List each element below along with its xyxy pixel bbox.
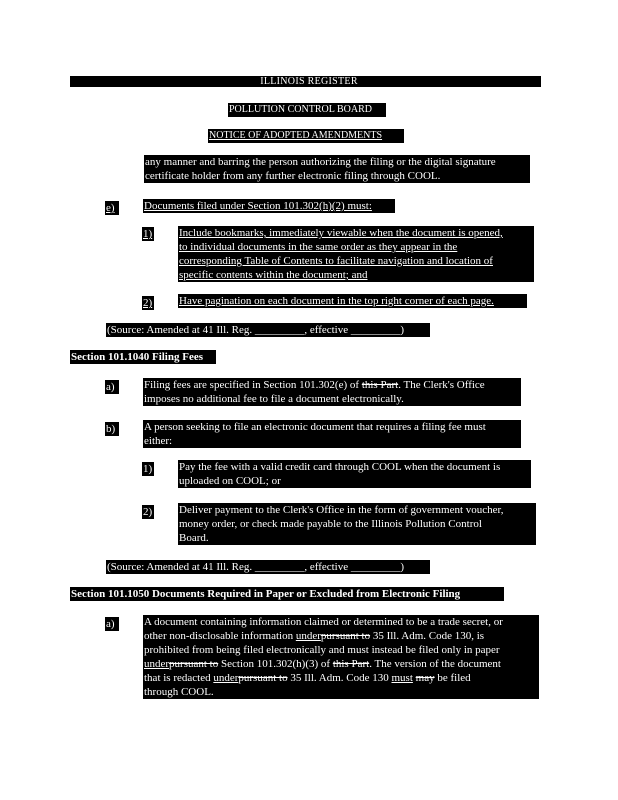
sec1040-b2-label: 2) [143,506,153,518]
sec1050-a-line-1: A document containing information claimed or determined to be a trade secret, or [144,616,503,628]
item-e2-label: 2) [143,297,153,309]
sec1040-b1-text [178,460,531,488]
notice-title: NOTICE OF ADOPTED AMENDMENTS [208,129,404,143]
sec1040-b2-line-1: Deliver payment to the Clerk's Office in the form of government voucher, [179,504,504,516]
sec1040-a-line-1: Filing fees are specified in Section 101.302(e) of this Part. The Clerk's Office [144,379,485,391]
sec1040-b1-line-1: Pay the fee with a valid credit card through COOL when the document is [179,461,501,473]
sec1050-a-line-6: through COOL. [144,686,214,698]
sec1040-a-line-2: imposes no additional fee to file a document electronically. [144,393,404,405]
item-e1-line-3: corresponding Table of Contents to facilitate navigation and location of [179,255,493,267]
sec1040-b1-line-2: uploaded on COOL; or [179,475,281,487]
item-e1-line-1: Include bookmarks, immediately viewable when the document is opened, [179,227,503,239]
register-title: ILLINOIS REGISTER [260,76,358,87]
continuation-text [144,155,530,183]
agency-title: POLLUTION CONTROL BOARD [228,103,386,117]
item-e1-line-4: specific contents within the document; and [179,269,368,281]
sec1050-a-line-3: prohibited from being filed electronically and must instead be filed only in paper [144,644,500,656]
sec1040-a-text [143,378,521,406]
item-e-label: e) [105,201,119,215]
sec1040-b-label: b) [105,422,119,436]
sec1040-b2-text [178,503,536,545]
item-e2-text: Have pagination on each document in the top right corner of each page. [178,294,527,308]
sec1050-a-text [143,615,539,699]
sec1040-b-text [143,420,521,448]
sec1040-b1-label: 1) [143,463,153,475]
item-e-text: Documents filed under Section 101.302(h)(2) must: [143,199,395,213]
sec1040-b2-line-3: Board. [179,532,209,544]
item-e1-text [178,226,534,282]
continuation-line-1: any manner and barring the person authorizing the filing or the digital signature [145,156,496,168]
sec1040-a-label: a) [105,380,119,394]
sec1040-b-line-2: either: [144,435,173,447]
source-note-2: (Source: Amended at 41 Ill. Reg. _________, effective _________) [106,560,430,574]
item-e1-line-2: to individual documents in the same order as they appear in the [179,241,458,253]
source-note-1: (Source: Amended at 41 Ill. Reg. _________, effective _________) [106,323,430,337]
section-1050-heading: Section 101.1050 Documents Required in Paper or Excluded from Electronic Filing [70,587,504,601]
sec1050-a-line-5: that is redacted underpursuant to 35 Ill. Adm. Code 130 must may be filed [144,672,471,684]
section-1040-heading: Section 101.1040 Filing Fees [70,350,216,364]
sec1050-a-label: a) [105,617,119,631]
continuation-line-2: certificate holder from any further electronic filing through COOL. [145,170,441,182]
sec1040-b2-line-2: money order, or check made payable to the Illinois Pollution Control [179,518,482,530]
sec1050-a-line-2: other non-disclosable information underpursuant to 35 Ill. Adm. Code 130, is [144,630,485,642]
item-e1-label: 1) [143,228,153,240]
sec1050-a-line-4: underpursuant to Section 101.302(h)(3) of this Part. The version of the document [144,658,501,670]
sec1040-b-line-1: A person seeking to file an electronic document that requires a filing fee must [144,421,486,433]
